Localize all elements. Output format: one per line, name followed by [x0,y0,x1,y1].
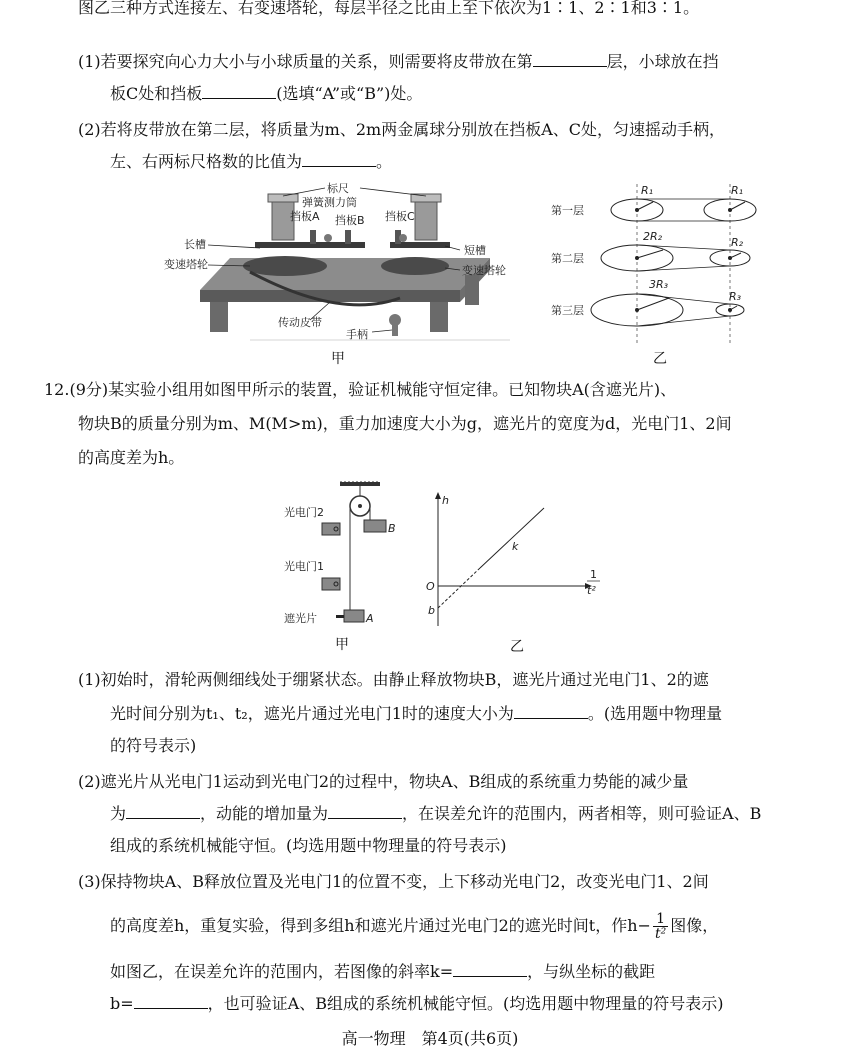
label-radius-right-1: R₁ [731,184,744,197]
q12-part1-line1: (1)初始时，滑轮两侧细线处于绷紧状态。由静止释放物块B，遮光片通过光电门1、2的遮 [78,670,709,689]
answer-blank[interactable] [328,804,402,819]
label-radius-right-3: R₃ [729,290,742,303]
q12-part2-line3: 组成的系统机械能守恒。(均选用题中物理量的符号表示) [110,836,507,855]
answer-blank[interactable] [514,704,588,719]
label-layer-1: 第一层 [551,204,584,217]
label-ruler: 标尺 [327,182,349,195]
label-short-groove: 短槽 [464,244,486,257]
answer-blank[interactable] [202,84,276,99]
label-shade-piece: 遮光片 [284,612,317,625]
label-tower-pulley-left: 变速塔轮 [164,258,208,271]
label-photogate-2: 光电门2 [284,506,324,519]
q12-head-line2: 物块B的质量分别为m、M(M>m)，重力加速度大小为g，遮光片的宽度为d，光电门1、2间 [78,414,732,433]
answer-blank[interactable] [453,962,527,977]
origin-label: O [426,580,435,593]
label-layer-3: 第三层 [551,304,584,317]
q12-head-line3: 的高度差为h。 [78,448,185,467]
intro-line: 图乙三种方式连接左、右变速塔轮，每层半径之比由上至下依次为1∶1、2∶1和3∶1。 [78,0,700,17]
label-radius-left-1: R₁ [641,184,654,197]
figure-caption-jia: 甲 [331,351,345,367]
label-radius-left-2: 2R₂ [643,230,663,243]
figure-caption-yi: 乙 [653,351,667,367]
label-handle: 手柄 [346,328,368,341]
centripetal-apparatus-figure [160,180,520,350]
intercept-label: b [428,604,435,617]
answer-blank[interactable] [302,152,376,167]
q12-part3-line3: 如图乙，在误差允许的范围内，若图像的斜率k= ，与纵坐标的截距 [110,962,656,981]
label-baffle-b: 挡板B [335,214,365,227]
fraction-one-over-t-squared: $\frac{1}{\text{t²}}$ [654,911,667,942]
figure-caption-jia-q12: 甲 [335,637,349,653]
axis-label-h: h [442,494,449,507]
q11-part1-line1: (1)若要探究向心力大小与小球质量的关系，则需要将皮带放在第 层，小球放在挡 [78,52,719,71]
label-tower-pulley-right: 变速塔轮 [462,264,506,277]
figure-caption-yi-q12: 乙 [510,639,524,655]
label-radius-right-2: R₂ [731,236,744,249]
q12-part1-line2: 光时间分别为t₁、t₂，遮光片通过光电门1时的速度大小为 。(选用题中物理量 [110,704,723,723]
q12-part2-line1: (2)遮光片从光电门1运动到光电门2的过程中，物块A、B组成的系统重力势能的减少量 [78,772,689,791]
q12-part3-line2: 的高度差h，重复实验，得到多组h和遮光片通过光电门2的遮光时间t，作h− $\frac{1}{\text{t²}}$ 图像， [110,911,719,942]
slope-label: k [512,540,519,553]
label-block-a: A [366,612,374,625]
label-radius-left-3: 3R₃ [649,278,669,291]
q12-part1-line3: 的符号表示) [110,736,197,755]
x-axis-label-denominator: t² [587,584,596,597]
answer-blank[interactable] [126,804,200,819]
answer-blank[interactable] [533,52,607,67]
q12-part3-line4: b= ，也可验证A、B组成的系统机械能守恒。(均选用题中物理量的符号表示) [110,994,724,1013]
x-axis-label-numerator: 1 [590,568,597,581]
label-long-groove: 长槽 [184,238,206,251]
q11-part2-line2: 左、右两标尺格数的比值为 。 [110,152,393,171]
q11-part1-line2: 板C处和挡板 (选填“A”或“B”)处。 [110,84,423,103]
label-drive-belt: 传动皮带 [278,316,322,329]
label-layer-2: 第二层 [551,252,584,265]
page-footer: 高一物理 第4页(共6页) [341,1029,519,1048]
q12-part2-line2: 为 ，动能的增加量为 ，在误差允许的范围内，两者相等，则可验证A、B [110,804,762,823]
label-baffle-c: 挡板C [385,210,415,223]
q11-part2-line1: (2)若将皮带放在第二层，将质量为m、2m两金属球分别放在挡板A、C处，匀速摇动手柄， [78,120,725,139]
photogate-apparatus-figure [280,478,410,628]
h-vs-inverse-t-squared-graph [420,490,610,630]
answer-blank[interactable] [134,994,208,1009]
q12-part3-line1: (3)保持物块A、B释放位置及光电门1的位置不变，上下移动光电门2，改变光电门1、2间 [78,872,709,891]
label-spring-cylinder: 弹簧测力筒 [302,196,357,209]
label-photogate-1: 光电门1 [284,560,324,573]
pulley-layers-figure [545,180,785,350]
label-block-b: B [388,522,396,535]
label-baffle-a: 挡板A [290,210,320,223]
q12-head-line1: 12.(9分)某实验小组用如图甲所示的装置，验证机械能守恒定律。已知物块A(含遮光片)、 [44,380,677,399]
